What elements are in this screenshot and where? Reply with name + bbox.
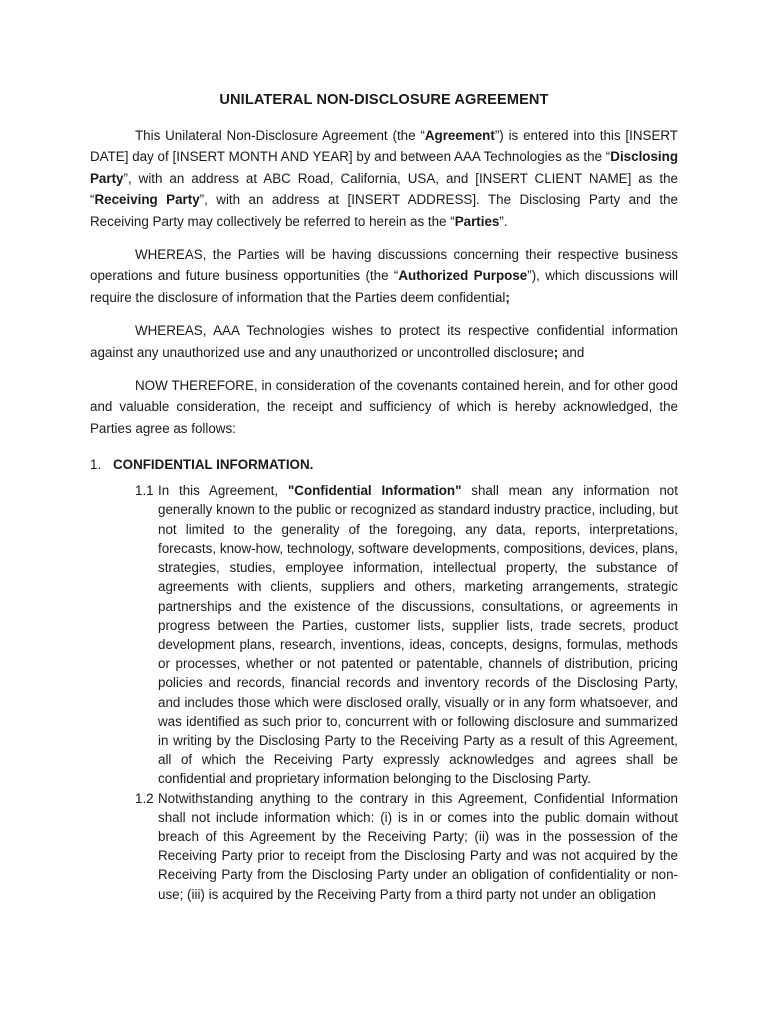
clause-1-1-number: 1.1 (135, 483, 154, 499)
intro-text-5: ”. (499, 213, 508, 229)
clause-1-2 (90, 789, 678, 904)
whereas1-text-2: ”), which discussions will require the disclosure of information that the Parties deem confidential (90, 268, 679, 305)
now-therefore-paragraph: NOW THEREFORE, in consideration of the covenants contained herein, and for other good and valuable consideration, the receipt and sufficiency of which is hereby acknowledged, the Parties agree as follows: (90, 378, 678, 436)
document-body (90, 92, 678, 904)
whereas2-text-1: WHEREAS, AAA Technologies wishes to protect its respective confidential information against any unauthorized use and any unauthorized or uncontrolled disclosure (90, 323, 678, 360)
intro-term-receiving-party: Receiving Party (94, 192, 200, 208)
clause-1-1-term-confidential-information: "Confidential Information" (287, 483, 462, 499)
intro-text-1: This Unilateral Non-Disclosure Agreement (the “ (135, 128, 425, 143)
intro-text-2: ”) is entered into this [INSERT DATE] day of [INSERT MONTH AND YEAR] by and between AAA Technologies as the “ (90, 128, 678, 165)
document-title: UNILATERAL NON-DISCLOSURE AGREEMENT (219, 92, 549, 108)
intro-text-4: ”, with an address at [INSERT ADDRESS]. The Disclosing Party and the Receiving Party may collectively be referred to herein as the “ (90, 192, 678, 229)
clause-1-1 (90, 481, 678, 788)
whereas-paragraph-1 (90, 244, 678, 308)
whereas1-semicolon: ; (505, 289, 510, 305)
whereas2-semicolon: ; (553, 344, 559, 360)
intro-term-disclosing-party: Disclosing Party (90, 149, 678, 186)
whereas2-text-2: and (558, 344, 585, 360)
clause-1-2-number: 1.2 (135, 790, 154, 806)
section-1-title: CONFIDENTIAL INFORMATION. (113, 457, 314, 473)
whereas1-term-authorized-purpose: Authorized Purpose (398, 268, 528, 284)
clause-1-1-text (158, 481, 678, 788)
whereas-paragraph-2 (90, 320, 678, 363)
clause-1-1-text-2: shall mean any information not generally known to the public or recognized as standard industry practice, including, but not limited to the generality of the foregoing, any data, reports, interpretations, forecasts, know-how, technology, software developments, compositions, devices, plans, strategies, studies, employee information, intellectual property, the substance of agreements with clients, suppliers and others, marketing arrangements, strategic partnerships and the existence of the discussions, consultations, or agreements in progress between the Parties, customer lists, supplier lists, trade secrets, product development plans, research, inventions, ideas, concepts, designs, formulas, methods or processes, whether or not patented or patentable, channels of distribution, pricing policies and records, financial records and inventory records of the Disclosing Party, and includes those which were disclosed orally, visually or in any form whatsoever, and was identified as such prior to, concurrent with or following disclosure and summarized in writing by the Disclosing Party to the Receiving Party as a result of this Agreement, all of which the Receiving Party expressly acknowledges and agrees shall be confidential and proprietary information belonging to the Disclosing Party. (158, 483, 678, 787)
section-1-heading (90, 455, 678, 475)
intro-text-3: ”, with an address at ABC Road, California, USA, and [INSERT CLIENT NAME] as the “ (90, 170, 678, 208)
clause-1-2-text: Notwithstanding anything to the contrary in this Agreement, Confidential Information shall not include information which: (i) is in or comes into the public domain without breach of this Agreement by the Receiving Party; (ii) was in the possession of the Receiving Party prior to receipt from the Disclosing Party and was not acquired by the Receiving Party from the Disclosing Party under an obligation of confidentiality or non-use; (iii) is acquired by the Receiving Party from a third party not under an obligation (158, 790, 678, 902)
clause-1-1-text-1: In this Agreement, (158, 483, 288, 499)
whereas1-text-1: WHEREAS, the Parties will be having discussions concerning their respective business operations and future business opportunities (the “ (90, 247, 678, 284)
intro-term-parties: Parties (454, 213, 500, 229)
intro-paragraph (90, 125, 678, 232)
section-1-number: 1. (90, 457, 102, 473)
intro-term-agreement: Agreement (424, 128, 495, 143)
